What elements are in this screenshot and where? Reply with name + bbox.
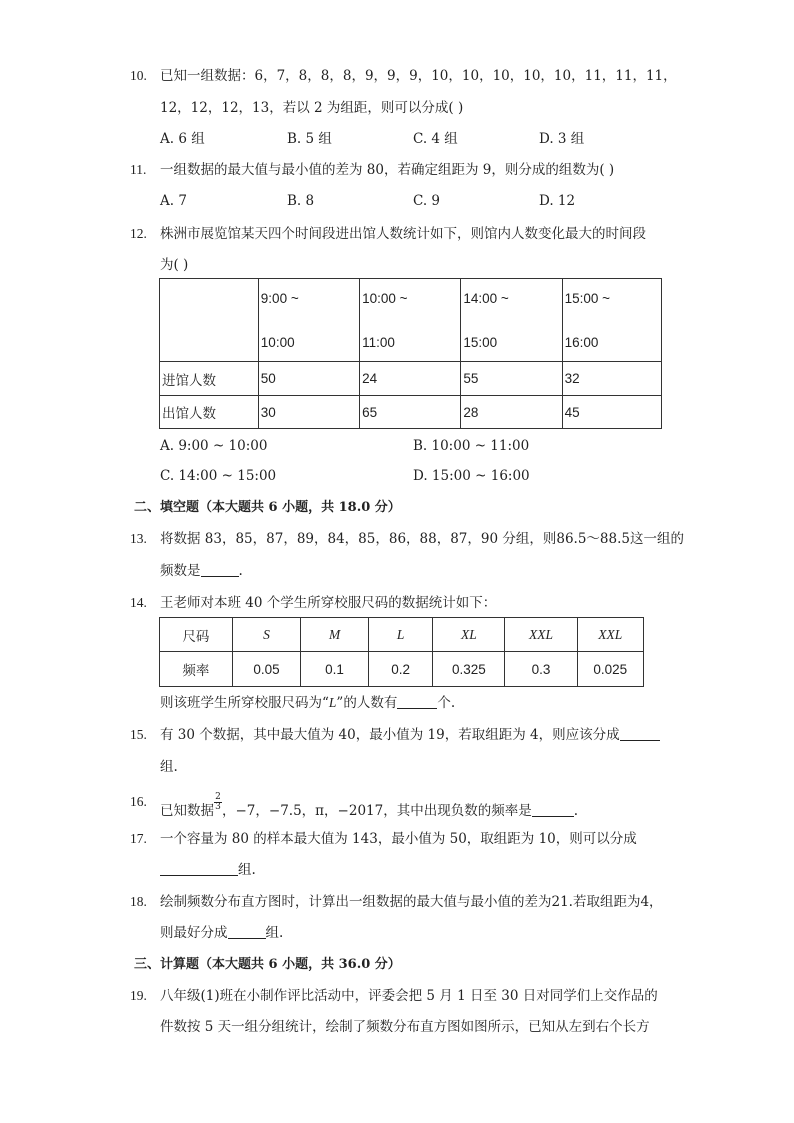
- q12-option-b: B. 10:00 ~ 11:00: [413, 438, 530, 454]
- q15-line1-text: 有 30 个数据，其中最大值为 40，最小值为 19，若取组距为 4，则应该分成: [160, 727, 620, 743]
- q12-header-time-start: 9:00 ~: [260, 291, 299, 306]
- q12-header-time-start: 14:00 ~: [463, 291, 509, 306]
- q14-cell: 0.1: [301, 652, 369, 687]
- q12-header-time-end: 16:00: [564, 335, 599, 350]
- q14-line2-middle: ”的人数有: [336, 695, 398, 711]
- q10-option-c: C. 4 组: [413, 131, 458, 147]
- q11-number: 11.: [130, 162, 147, 177]
- q14-line2-prefix: 则该班学生所穿校服尺码为“: [160, 695, 329, 711]
- q12-text-line2: 为( ): [160, 257, 189, 273]
- q12-table-row-exiting: [160, 396, 662, 429]
- q17-number: 17.: [130, 831, 147, 846]
- q14-frequency-row: [160, 652, 644, 687]
- q14-header-row: [160, 618, 644, 652]
- q12-cell: 45: [562, 396, 661, 429]
- q17-text-line2: [160, 861, 256, 879]
- q14-header-label: 尺码: [160, 618, 233, 652]
- q10-option-b: B. 5 组: [287, 131, 332, 147]
- q12-table-corner-cell: [160, 279, 259, 362]
- q12-cell: 28: [461, 396, 562, 429]
- q15-number: 15.: [130, 727, 147, 742]
- q12-table-header-cell: [360, 279, 461, 362]
- q12-cell: 55: [461, 362, 562, 396]
- q18-text-line2: [160, 924, 283, 942]
- q13-text-line1: 将数据 83，85，87，89，84，85，86，88，87，90 分组，则86.5～88.5这一组的: [160, 531, 684, 547]
- q11-option-a: A. 7: [160, 193, 187, 209]
- q18-line2-prefix: 则最好分成: [160, 925, 228, 941]
- q12-cell: 32: [562, 362, 661, 396]
- q19-text-line2: 件数按 5 天一组分组统计，绘制了频数分布直方图如图所示，已知从左到右个长方: [160, 1019, 650, 1035]
- q12-cell: 24: [360, 362, 461, 396]
- q11-option-d: D. 12: [539, 193, 576, 209]
- q10-option-d: D. 3 组: [539, 131, 585, 147]
- q16-number: 16.: [130, 794, 147, 809]
- q14-line2-variable: L: [328, 695, 337, 710]
- q14-header-size: M: [301, 618, 369, 652]
- q14-header-size: S: [232, 618, 300, 652]
- q13-answer-blank[interactable]: [201, 562, 239, 577]
- q19-number: 19.: [130, 988, 147, 1003]
- q14-row-label: 频率: [160, 652, 233, 687]
- q12-table-header-cell: [461, 279, 562, 362]
- q14-size-table: [159, 617, 644, 687]
- q12-table-header-cell: [562, 279, 661, 362]
- q10-option-a: A. 6 组: [160, 131, 205, 147]
- q16-text-line1: [160, 793, 578, 820]
- q18-number: 18.: [130, 894, 147, 909]
- q16-fraction-denominator: 3: [215, 802, 221, 812]
- q12-cell: 65: [360, 396, 461, 429]
- q11-option-c: C. 9: [413, 193, 441, 209]
- q12-table-header-cell: [258, 279, 359, 362]
- q11-text-line1: 一组数据的最大值与最小值的差为 80，若确定组距为 9，则分成的组数为( ): [160, 162, 615, 178]
- q12-row-label: 进馆人数: [160, 362, 259, 396]
- q15-text-line2: 组.: [160, 759, 178, 775]
- q12-header-time-end: 15:00: [463, 335, 498, 350]
- q14-text-line1: 王老师对本班 40 个学生所穿校服尺码的数据统计如下：: [160, 595, 497, 611]
- q17-line2-suffix: 组.: [238, 862, 256, 878]
- q12-table-header-row: [160, 279, 662, 362]
- q14-cell: 0.325: [433, 652, 505, 687]
- q10-number: 10.: [130, 68, 147, 83]
- q13-line2-prefix: 频数是: [160, 563, 201, 579]
- q18-line2-suffix: 组.: [265, 925, 284, 941]
- q14-cell: 0.025: [577, 652, 643, 687]
- section-heading-fill-in: 二、填空题（本大题共 6 小题，共 18.0 分）: [134, 500, 401, 515]
- q14-cell: 0.2: [369, 652, 433, 687]
- q15-text-line1: [160, 726, 660, 744]
- q14-cell: 0.05: [232, 652, 300, 687]
- q17-text-line1: 一个容量为 80 的样本最大值为 143，最小值为 50，取组距为 10，则可以分成: [160, 831, 637, 847]
- q16-prefix: 已知数据: [160, 803, 214, 819]
- q12-option-c: C. 14:00 ~ 15:00: [160, 468, 277, 484]
- q13-line2-suffix: .: [238, 563, 243, 579]
- q11-option-b: B. 8: [287, 193, 315, 209]
- q14-line2-suffix: 个.: [437, 695, 456, 711]
- q14-header-size: L: [369, 618, 433, 652]
- q16-fraction-numerator: 2: [215, 792, 221, 802]
- q12-header-time-end: 11:00: [362, 335, 395, 350]
- q13-text-line2: [160, 562, 243, 580]
- q16-suffix: .: [573, 803, 579, 819]
- q12-header-time-start: 10:00 ~: [362, 291, 408, 306]
- q14-answer-blank[interactable]: [397, 694, 437, 709]
- q12-row-label: 出馆人数: [160, 396, 259, 429]
- q16-answer-blank[interactable]: [532, 802, 574, 817]
- q14-text-line2: [160, 694, 455, 712]
- q14-number: 14.: [130, 595, 147, 610]
- q12-table-row-entering: [160, 362, 662, 396]
- q13-number: 13.: [130, 531, 147, 546]
- q12-text-line1: 株洲市展览馆某天四个时间段进出馆人数统计如下，则馆内人数变化最大的时间段: [160, 226, 646, 242]
- q10-text-line2: 12，12，12，13，若以 2 为组距，则可以分成( ): [160, 100, 464, 116]
- q15-answer-blank[interactable]: [620, 726, 660, 741]
- q12-option-a: A. 9:00 ~ 10:00: [160, 438, 268, 454]
- q12-option-d: D. 15:00 ~ 16:00: [413, 468, 530, 484]
- q10-text-line1: 已知一组数据：6，7，8，8，8，9，9，9，10，10，10，10，10，11，11，11，: [160, 68, 677, 84]
- q12-number: 12.: [130, 226, 147, 241]
- q16-fraction: [214, 793, 222, 812]
- section-heading-calculation: 三、计算题（本大题共 6 小题，共 36.0 分）: [134, 957, 401, 972]
- q12-visitor-table: [159, 278, 662, 429]
- q14-cell: 0.3: [505, 652, 577, 687]
- q19-text-line1: 八年级(1)班在小制作评比活动中，评委会把 5 月 1 日至 30 日对同学们上交作品的: [160, 988, 658, 1004]
- q17-answer-blank[interactable]: [160, 861, 238, 876]
- q12-header-time-start: 15:00 ~: [564, 291, 611, 306]
- q12-cell: 50: [258, 362, 359, 396]
- q12-cell: 30: [258, 396, 359, 429]
- q14-header-size: XL: [433, 618, 505, 652]
- q14-header-size: XXL: [505, 618, 577, 652]
- q12-header-time-end: 10:00: [260, 335, 295, 350]
- q14-header-size: XXL: [577, 618, 643, 652]
- q18-answer-blank[interactable]: [228, 924, 266, 939]
- q16-middle: ，−7，−7.5，π，−2017，其中出现负数的频率是: [222, 803, 532, 819]
- q18-text-line1: 绘制频数分布直方图时，计算出一组数据的最大值与最小值的差为21.若取组距为4，: [160, 894, 663, 910]
